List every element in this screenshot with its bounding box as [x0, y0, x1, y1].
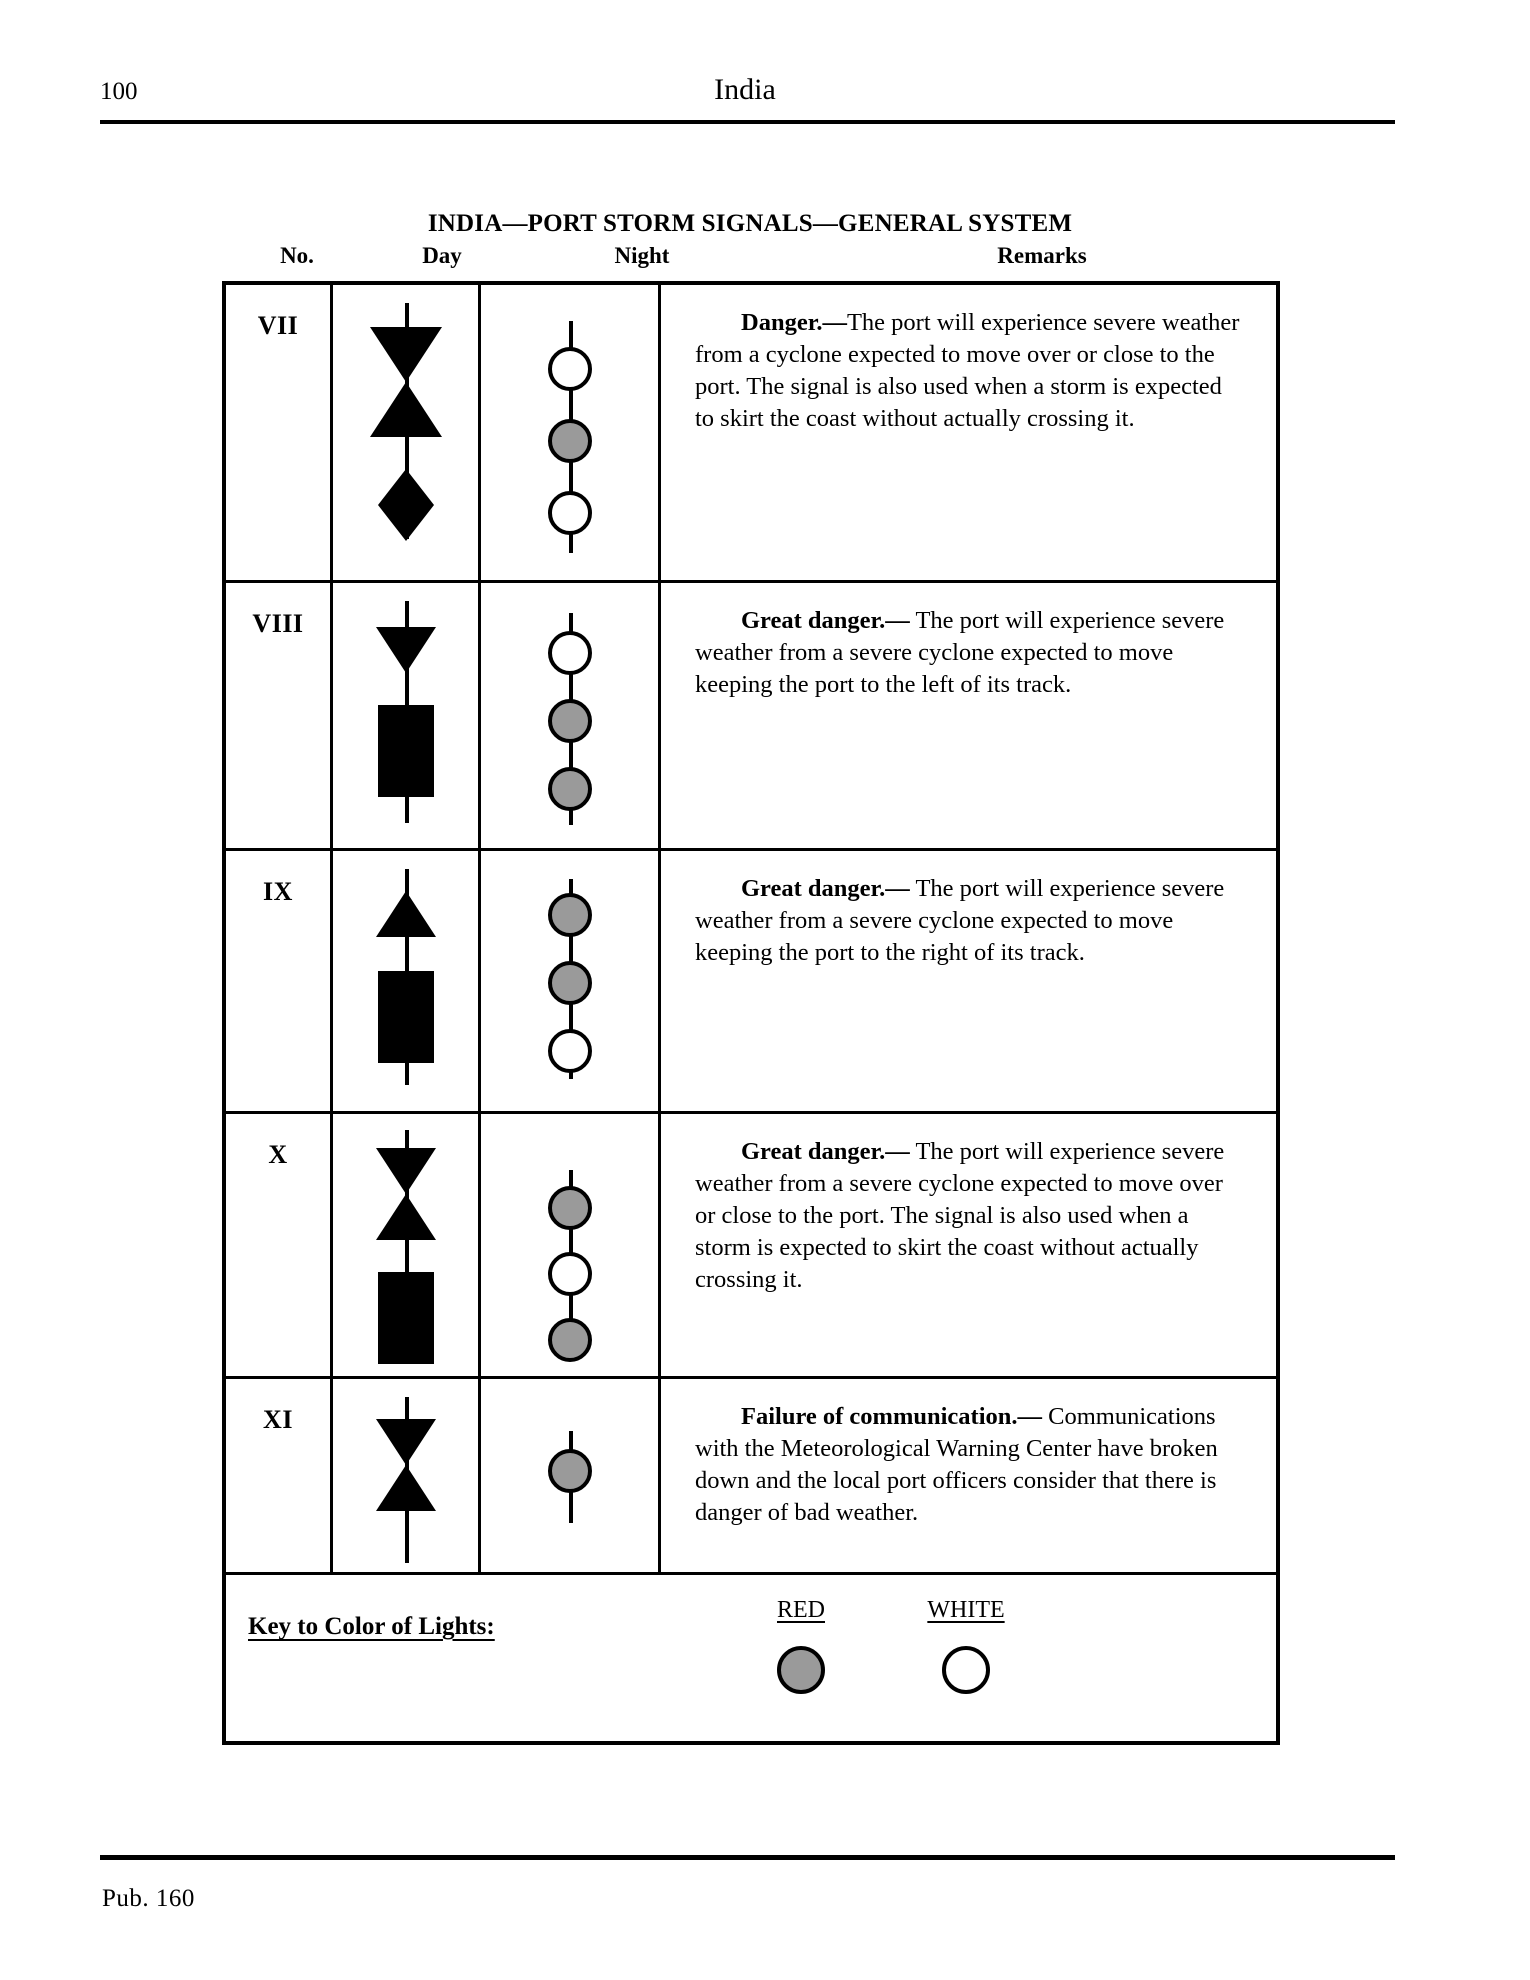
column-header-remarks: Remarks — [997, 243, 1087, 268]
remark-text — [695, 307, 1246, 435]
table-row — [226, 285, 1276, 583]
footer-rule — [100, 1855, 1395, 1860]
remark-lead: Great danger.— — [741, 1138, 910, 1165]
night-signal-cell — [481, 285, 661, 580]
light-red — [548, 893, 592, 937]
key-name-white: WHITE — [927, 1597, 1005, 1623]
light-white — [548, 1252, 592, 1296]
key-row — [226, 1575, 1276, 1740]
signal-number-cell — [226, 285, 333, 580]
signal-number: IX — [263, 877, 293, 906]
drum-icon — [378, 705, 434, 797]
key-name-red: RED — [777, 1597, 825, 1623]
table-row — [226, 851, 1276, 1114]
signal-number: VII — [257, 311, 299, 340]
remark-body: The port will experience severe weather from a severe cyclone expected to move keeping the port to the left of its track. — [695, 607, 1225, 699]
signal-number: VIII — [252, 609, 304, 638]
remark-body: Communications with the Meteorological Warning Center have broken down and the local port officers consider that there is danger of bad weather. — [695, 1403, 1218, 1527]
remarks-cell — [661, 1114, 1276, 1376]
remark-text — [695, 1136, 1246, 1296]
night-signal-cell — [481, 583, 661, 848]
table-row — [226, 1379, 1276, 1575]
remark-text — [695, 1401, 1246, 1529]
night-signal-cell — [481, 1114, 661, 1376]
cone-down-icon — [376, 627, 436, 673]
light-red — [548, 1449, 592, 1493]
day-signal-x — [333, 1114, 478, 1376]
day-signal-cell — [333, 285, 481, 580]
night-lights-ix — [481, 851, 658, 1111]
remark-body: The port will experience severe weather from a severe cyclone expected to move keeping the port to the right of its track. — [695, 875, 1225, 967]
light-red — [548, 767, 592, 811]
remarks-cell — [661, 583, 1276, 848]
drum-icon — [378, 1272, 434, 1364]
signal-number-cell — [226, 583, 333, 848]
day-signal-cell — [333, 1379, 481, 1572]
light-white — [548, 491, 592, 535]
day-signal-ix — [333, 851, 478, 1111]
column-header-night: Night — [614, 243, 670, 268]
remark-lead: Failure of communication.— — [741, 1403, 1043, 1430]
day-signal-cell — [333, 1114, 481, 1376]
day-signal-xi — [333, 1379, 478, 1572]
light-white — [942, 1646, 990, 1694]
column-header-day: Day — [422, 243, 462, 268]
table-row — [226, 1114, 1276, 1379]
remarks-cell — [661, 285, 1276, 580]
remarks-cell — [661, 851, 1276, 1111]
light-red — [548, 1186, 592, 1230]
cone-up-icon — [376, 1465, 436, 1511]
light-red — [548, 961, 592, 1005]
signal-number-cell — [226, 1379, 333, 1572]
running-title: India — [714, 73, 776, 106]
light-red — [548, 419, 592, 463]
light-red — [548, 699, 592, 743]
remark-body: The port will experience severe weather from a cyclone expected to move over or close to the port. The signal is also used when a storm is expected to skirt the coast without actually crossing it. — [695, 309, 1240, 433]
remark-text — [695, 605, 1246, 701]
publication-label: Pub. 160 — [102, 1885, 195, 1912]
cone-down-icon — [376, 1419, 436, 1465]
storm-signal-table — [222, 281, 1280, 1745]
remark-lead: Danger.— — [741, 309, 847, 336]
night-lights-xi — [481, 1379, 658, 1572]
day-signal-vii — [333, 285, 478, 580]
remarks-cell — [661, 1379, 1276, 1572]
header-rule — [100, 120, 1395, 124]
diamond-top-icon — [378, 469, 434, 505]
signal-number: X — [268, 1140, 288, 1169]
night-signal-cell — [481, 1379, 661, 1572]
signal-number: XI — [263, 1405, 293, 1434]
light-white — [548, 1029, 592, 1073]
day-signal-cell — [333, 583, 481, 848]
cone-up-icon — [376, 891, 436, 937]
remark-body: The port will experience severe weather from a severe cyclone expected to move over or close to the port. The signal is also used when a storm is expected to skirt the coast without actually crossing it. — [695, 1138, 1225, 1294]
night-lights-x — [481, 1114, 658, 1376]
diamond-bottom-icon — [378, 505, 434, 541]
light-red — [777, 1646, 825, 1694]
page-number: 100 — [100, 78, 138, 105]
cone-down-icon — [370, 327, 442, 382]
remark-lead: Great danger.— — [741, 875, 910, 902]
remark-text — [695, 873, 1246, 969]
drum-icon — [378, 971, 434, 1063]
key-item-white — [906, 1597, 1026, 1694]
day-signal-viii — [333, 583, 478, 848]
night-lights-viii — [481, 583, 658, 848]
night-lights-vii — [481, 285, 658, 580]
page-header — [100, 73, 1390, 126]
signal-number-cell — [226, 851, 333, 1111]
table-title: INDIA—PORT STORM SIGNALS—GENERAL SYSTEM — [427, 210, 1073, 237]
cone-down-icon — [376, 1148, 436, 1194]
cone-up-icon — [376, 1194, 436, 1240]
night-signal-cell — [481, 851, 661, 1111]
column-header-no: No. — [280, 243, 314, 268]
key-item-red — [746, 1597, 856, 1694]
cone-up-icon — [370, 382, 442, 437]
light-white — [548, 347, 592, 391]
light-white — [548, 631, 592, 675]
signal-number-cell — [226, 1114, 333, 1376]
column-headers — [222, 243, 1282, 273]
table-row — [226, 583, 1276, 851]
day-signal-cell — [333, 851, 481, 1111]
remark-lead: Great danger.— — [741, 607, 910, 634]
key-label: Key to Color of Lights: — [248, 1613, 495, 1640]
light-red — [548, 1318, 592, 1362]
